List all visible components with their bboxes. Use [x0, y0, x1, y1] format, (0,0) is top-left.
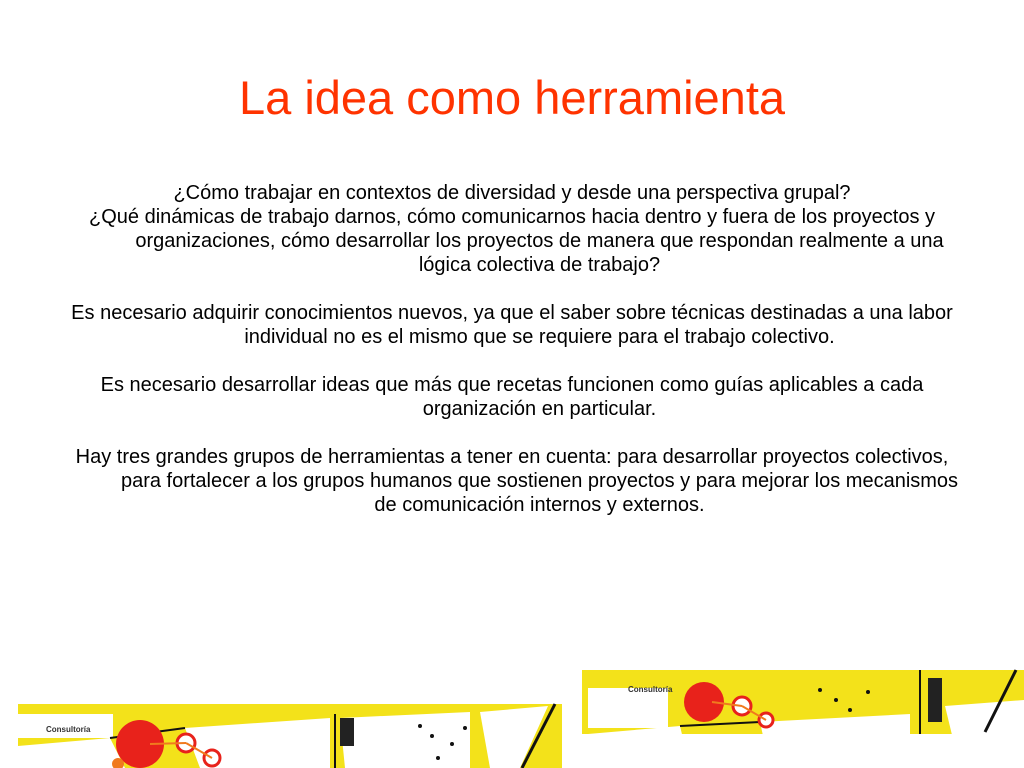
paragraph-question-1: ¿Cómo trabajar en contextos de diversidad y desde una perspectiva grupal?: [173, 182, 851, 204]
right-logo-text: Consultoría: [628, 685, 673, 694]
slide-title: La idea como herramienta: [238, 71, 786, 124]
paragraph-knowledge: Es necesario adquirir conocimientos nuevos, ya que el saber sobre técnicas destinadas a una labor individual no es el mismo que se requiere para el trabajo colectivo.: [71, 302, 953, 348]
paragraph-question-2: ¿Qué dinámicas de trabajo darnos, cómo comunicarnos hacia dentro y fuera de los proyectos y organizaciones, cómo desarrollar los proyectos de manera que respondan realmente a una lógica colectiva de trabajo?: [89, 206, 944, 276]
slide-body: [62, 181, 962, 517]
left-logo-text: Consultoría: [46, 725, 91, 734]
footer-decoration-illustration: [0, 666, 1024, 768]
left-illustration-panel: [0, 704, 562, 768]
paragraph-ideas: Es necesario desarrollar ideas que más que recetas funcionen como guías aplicables a cada organización en particular.: [100, 374, 924, 420]
paragraph-tool-groups: Hay tres grandes grupos de herramientas a tener en cuenta: para desarrollar proyectos colectivos, para fortalecer a los grupos humanos que sostienen proyectos y para mejorar los mecanismos de comunicación internos y externos.: [75, 446, 959, 516]
